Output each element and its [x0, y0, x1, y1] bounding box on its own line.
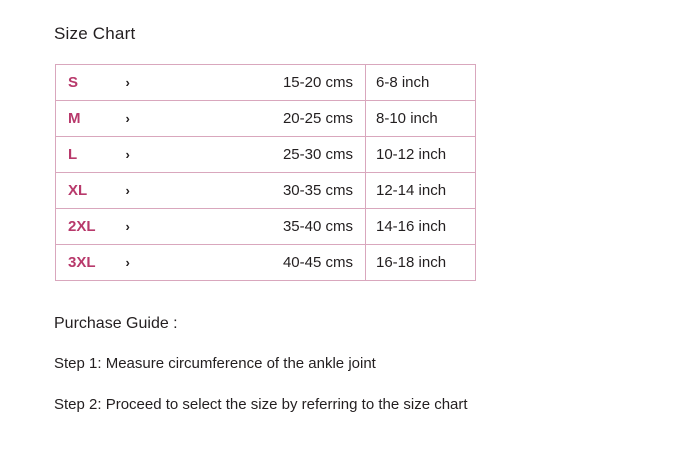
chevron-right-icon	[126, 245, 166, 281]
table-row	[56, 101, 476, 137]
size-label: 2XL	[56, 209, 126, 245]
chevron-right-glyph: ›	[125, 147, 130, 162]
size-inch-value: 16-18 inch	[366, 245, 476, 281]
chevron-right-icon	[126, 101, 166, 137]
chevron-right-glyph: ›	[125, 219, 130, 234]
chevron-right-glyph: ›	[125, 183, 130, 198]
purchase-guide-step-2: Step 2: Proceed to select the size by referring to the size chart	[54, 396, 468, 413]
chevron-right-icon	[126, 65, 166, 101]
size-inch-value: 8-10 inch	[366, 101, 476, 137]
table-row	[56, 245, 476, 281]
purchase-guide-step-1: Step 1: Measure circumference of the ankle joint	[54, 355, 376, 372]
chevron-right-icon	[126, 173, 166, 209]
size-cms-value: 25-30 cms	[166, 137, 366, 173]
purchase-guide-heading: Purchase Guide :	[54, 315, 178, 332]
size-label: 3XL	[56, 245, 126, 281]
size-label: S	[56, 65, 126, 101]
size-cms-value: 40-45 cms	[166, 245, 366, 281]
size-chart-table	[55, 64, 476, 281]
chevron-right-glyph: ›	[125, 255, 130, 270]
size-inch-value: 10-12 inch	[366, 137, 476, 173]
purchase-guide	[54, 315, 625, 413]
size-inch-value: 14-16 inch	[366, 209, 476, 245]
size-label: L	[56, 137, 126, 173]
table-row	[56, 65, 476, 101]
chevron-right-icon	[126, 209, 166, 245]
size-cms-value: 15-20 cms	[166, 65, 366, 101]
size-cms-value: 35-40 cms	[166, 209, 366, 245]
chevron-right-icon	[126, 137, 166, 173]
page-title: Size Chart	[54, 24, 136, 43]
table-row	[56, 209, 476, 245]
chevron-right-glyph: ›	[125, 75, 130, 90]
size-cms-value: 20-25 cms	[166, 101, 366, 137]
table-row	[56, 137, 476, 173]
table-row	[56, 173, 476, 209]
size-inch-value: 6-8 inch	[366, 65, 476, 101]
size-cms-value: 30-35 cms	[166, 173, 366, 209]
size-label: M	[56, 101, 126, 137]
size-label: XL	[56, 173, 126, 209]
chevron-right-glyph: ›	[125, 111, 130, 126]
size-inch-value: 12-14 inch	[366, 173, 476, 209]
